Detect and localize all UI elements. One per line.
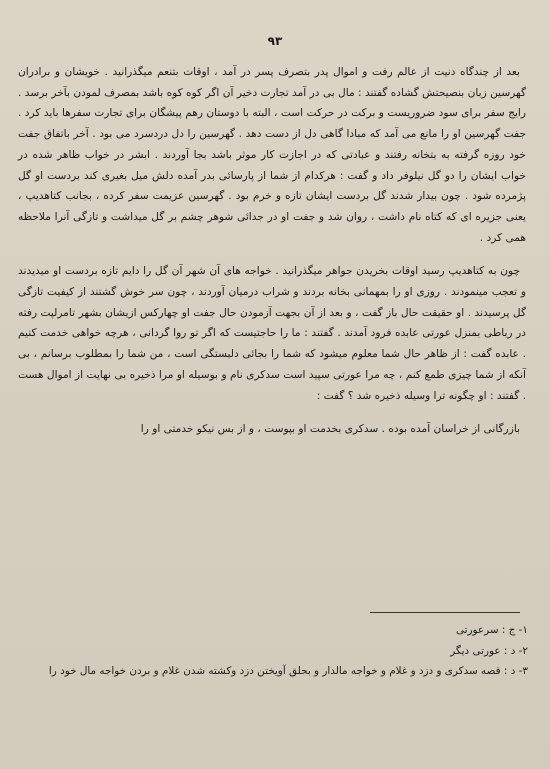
paragraph: بازرگانی از خراسان آمده بوده . سدکری بخدمت او بپوست ، و از بس نیکو خدمتی او را: [140, 423, 520, 436]
paragraph: چون به کتاهدیپ رسید اوقات بخریدن جواهر میگذرانید . خواجه های آن شهر آن گل را دایم تازه بردست او میدیدند و تعجب مینمودند . روزی او را بمهمانی بخانه بردند و شراب درمیان آوردند ، چون سر خوش گشتند از کیفیت تازگی گل پرسیدند . او حقیقت حال باز گفت ، و بعد از آن بجهت آزمودن حال جفت او چهارکس ازیشان بشهر تامرلپت رفته در رباطی بمنزل عورتی عابده فرود آمدند . گفتند : ما را حاجتیست که اگر تو روا گردانی ، هرچه خواهی خدمت کنیم . عابده گفت : از ظاهر حال شما معلوم میشود که شما را بجائی دلبستگی است ، من شما را بمطلوب برسانم ، بی آنکه از شما چیزی طمع کنم ، چه مرا عورتی سپید است سدکری نام و بوسیله او مرا ذخیره بی نهایت از اموال هست . گفتند : او چگونه ترا وسیله ذخیره شد ؟ گفت :: [18, 265, 526, 402]
paragraph: بعد از چندگاه دنیت از عالم رفت و اموال پدر بتصرف پسر در آمد ، اوقات بتنعم میگذرانید . خویشان و برادران گهرسین زبان بنصیحتش گشاده گفتند : مال بی در آمد تجارت دخیر آن اگر کوه کوه باشد بمصرف لمودن بآخر برسد . رایج سفر برای سود ضروریست و برکت در حرکت است ، البته با دوستان رهم پیشگان برای تجارت سفرها باید کرد . جفت گهرسین او را مانع می آمد که مبادا گاهی دل از دست دهد . گهرسین را دل دردسرد می بود . آخر باتفاق جفت خود روزه گرفته به بتخانه رفتند و عبادتی که در اجازت کار موثر باشد بجا آوردند . ابشر در خواب ظاهر شده در خواب ایشان را دو گل نیلوفر داد و گفت : هرکدام از شما از پارسائی بدر آمده دلش میل بغیری کند بردست او گل پژمرده شود . چون بیدار شدند گل بردست ایشان تازه و خرم بود . گهرسین عزیمت سفر کرده ، بجانب کتاهدیپ ، یعنی جزیره ای که کتاه نام داشت ، روان شد و جفت او در جدائی شوهر چشم بر گل میداشت و تازگی آنرا ملاحظه همی کرد .: [18, 66, 526, 244]
footnote-divider: [370, 612, 520, 613]
page-number: ۹۳: [267, 34, 283, 48]
footnote: ۱- ج : سرعورتی: [455, 624, 528, 636]
main-text: [18, 62, 526, 440]
footnote: ۲- د : عورتی دیگر: [450, 644, 528, 657]
footnotes: [18, 620, 528, 682]
footnote: ۳- د : قصه سدکری و دزد و غلام و خواجه مالدار و بحلق آویختن دزد وکشته شدن غلام و بردن خواجه مال خود را: [48, 665, 528, 677]
